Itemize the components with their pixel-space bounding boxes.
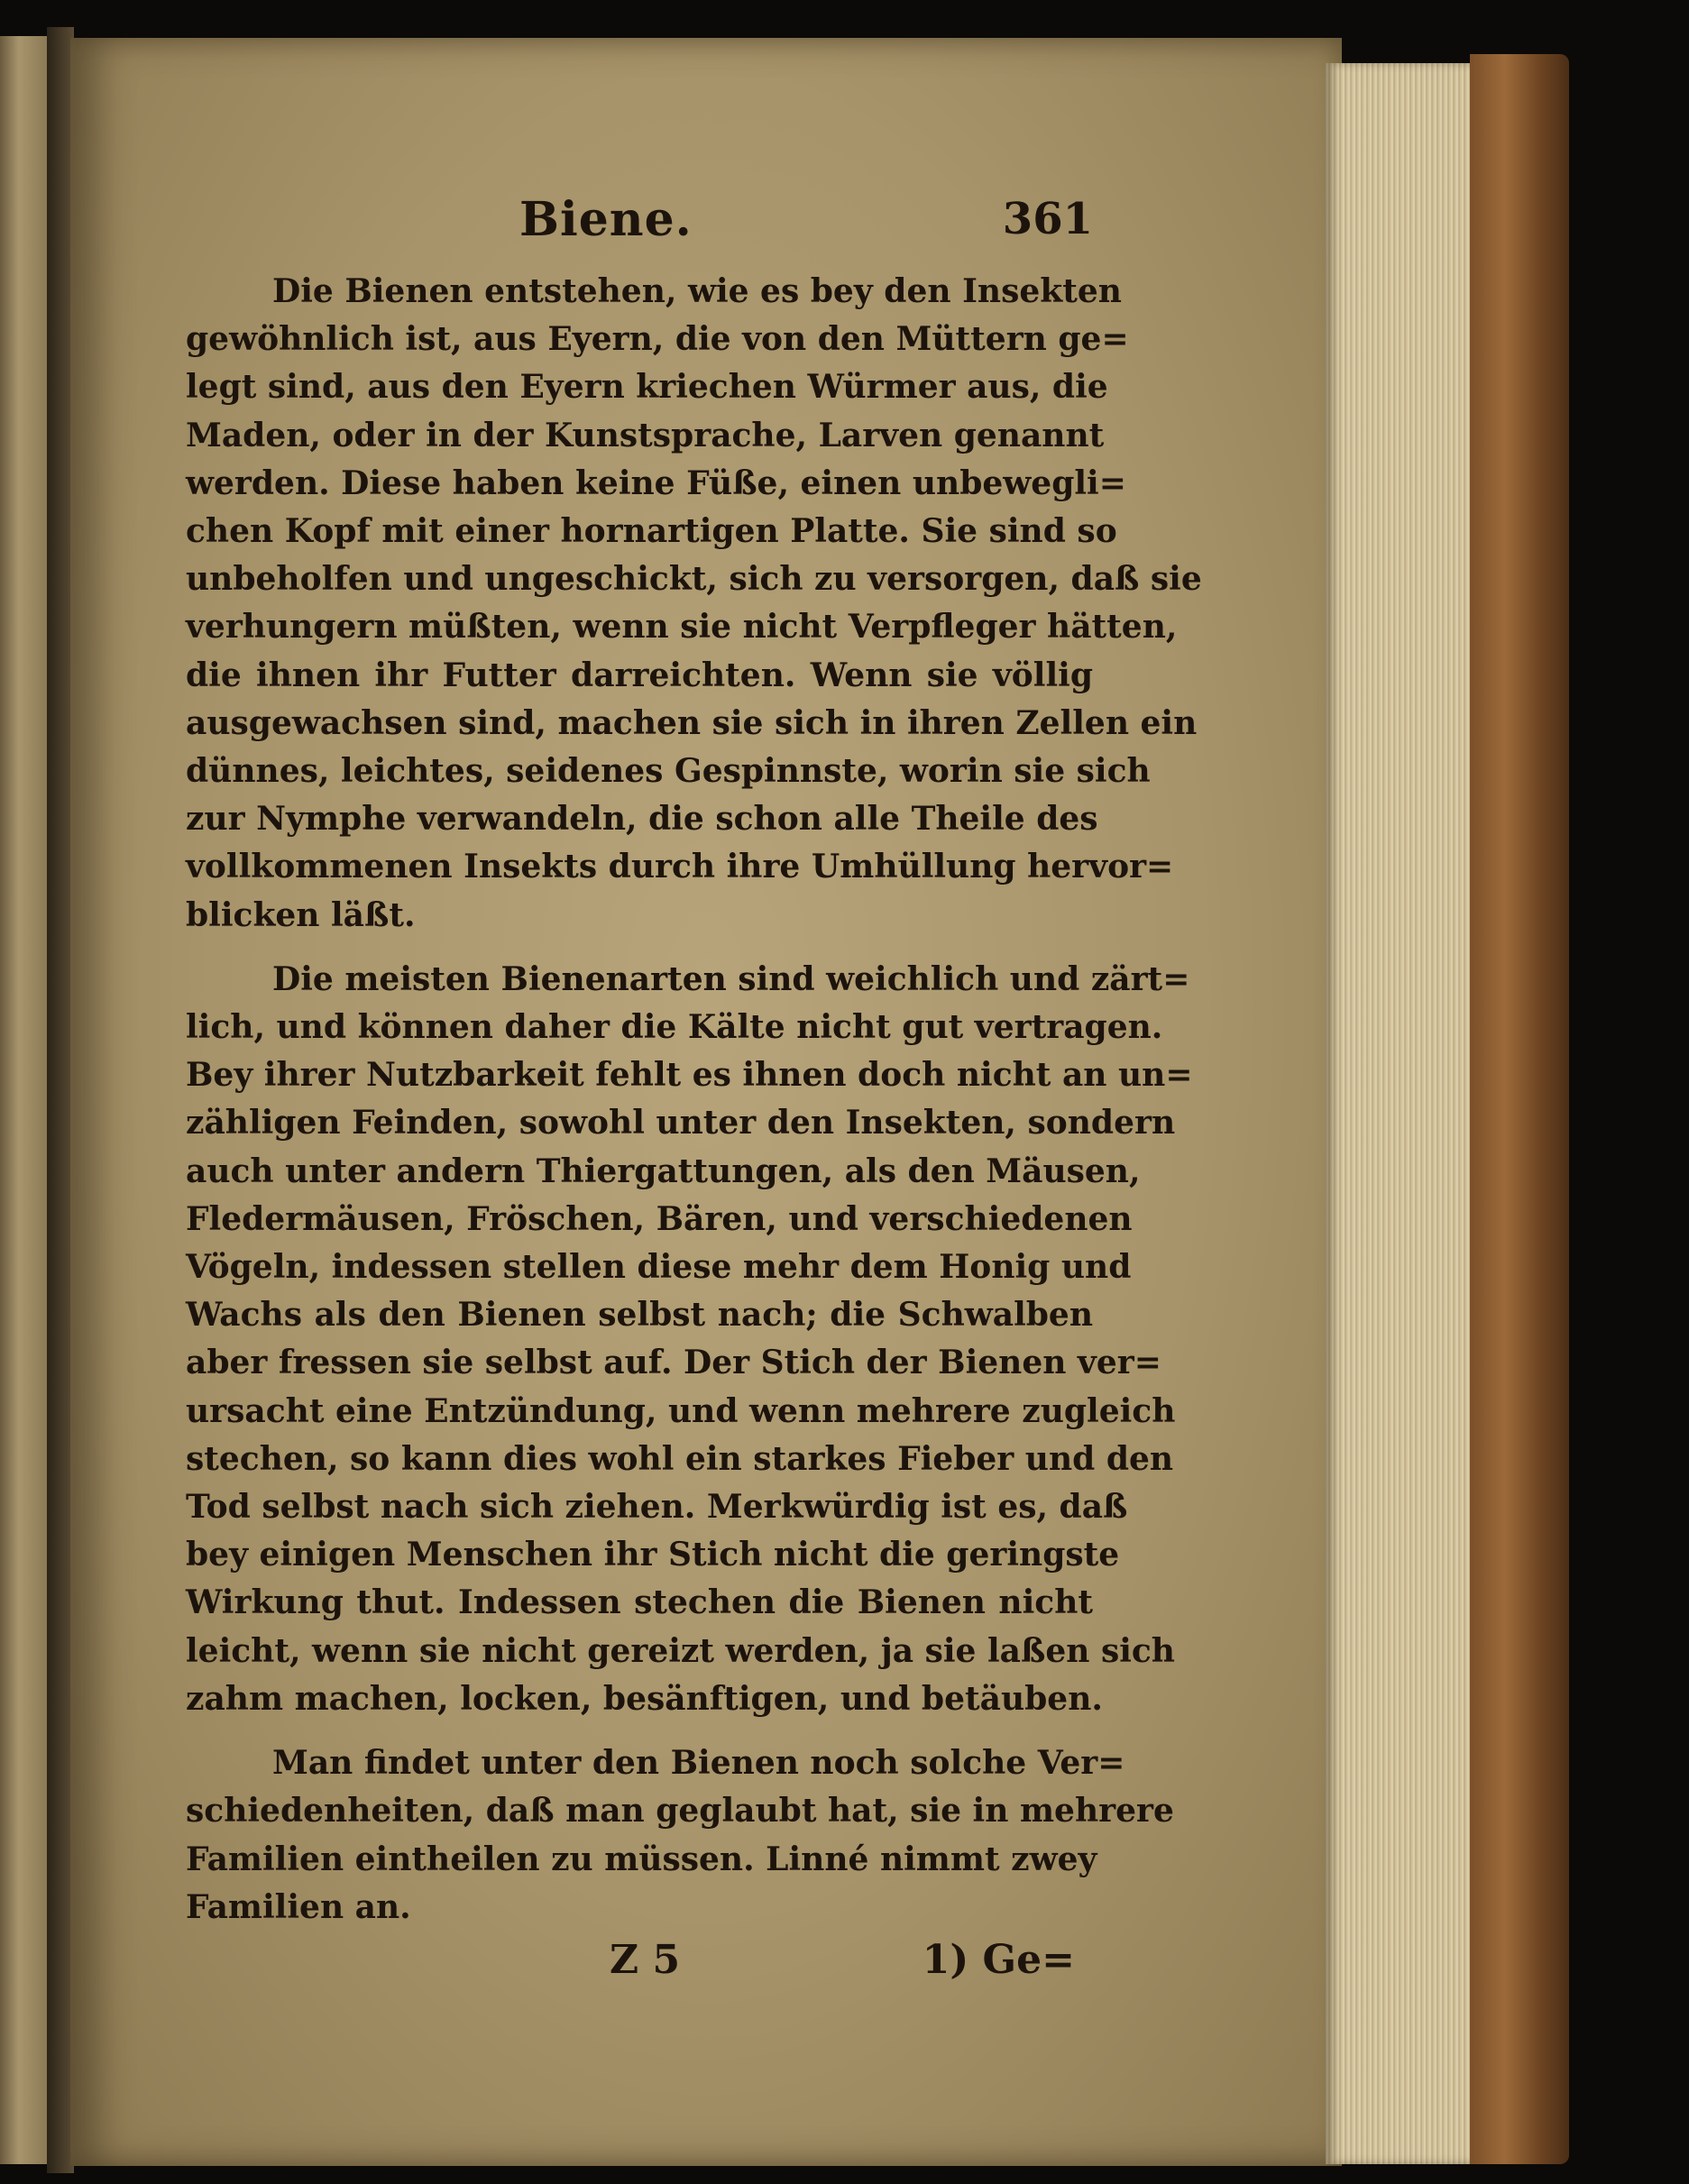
text-line: Man findet unter den Bienen noch solche Ver= (272, 1744, 1125, 1783)
text-line: Maden, oder in der Kunstsprache, Larven genannt (186, 416, 1105, 454)
text-line: Wirkung thut. Indessen stechen die Bienen nicht (186, 1583, 1093, 1622)
text-line: Familien eintheilen zu müssen. Linné nimmt zwey (186, 1840, 1097, 1878)
text-line: dünnes, leichtes, seidenes Gespinnste, worin sie sich (186, 752, 1151, 791)
left-page-edge (0, 36, 50, 2164)
text-line: schiedenheiten, daß man geglaubt hat, sie in mehrere (186, 1792, 1174, 1831)
page-header (186, 185, 1093, 268)
text-line: bey einigen Menschen ihr Stich nicht die geringste (186, 1536, 1120, 1574)
text-line: Bey ihrer Nutzbarkeit fehlt es ihnen doch nicht an un= (186, 1056, 1193, 1095)
text-line: Tod selbst nach sich ziehen. Merkwürdig ist es, daß (186, 1488, 1128, 1527)
text-line: die ihnen ihr Futter darreichten. Wenn sie völlig (186, 656, 1093, 694)
text-line: auch unter andern Thiergattungen, als den Mäusen, (186, 1152, 1141, 1190)
text-line: verhungern müßten, wenn sie nicht Verpfleger hätten, (186, 608, 1178, 647)
text-line: ausgewachsen sind, machen sie sich in ihren Zellen ein (186, 703, 1198, 742)
text-line: Wachs als den Bienen selbst nach; die Schwalben (186, 1296, 1093, 1335)
page-footer (186, 1937, 1093, 1991)
text-line: aber fressen sie selbst auf. Der Stich der Bienen ver= (186, 1344, 1161, 1382)
page-text (186, 185, 1202, 1991)
text-line: blicken läßt. (186, 895, 416, 934)
text-line: ursacht eine Entzündung, und wenn mehrere zugleich (186, 1391, 1176, 1430)
text-line: zahm machen, locken, besänftigen, und betäuben. (186, 1679, 1103, 1718)
text-line: unbeholfen und ungeschickt, sich zu versorgen, daß sie (186, 560, 1202, 599)
paragraph (186, 268, 1202, 940)
paragraph (186, 956, 1193, 1723)
catchword: 1) Ge= (922, 1936, 1075, 1983)
text-line: leicht, wenn sie nicht gereizt werden, ja sie laßen sich (186, 1631, 1175, 1670)
leather-cover (1470, 54, 1569, 2164)
signature-mark: Z 5 (610, 1936, 681, 1983)
text-line: Die Bienen entstehen, wie es bey den Insekten (272, 272, 1122, 310)
page-number: 361 (1002, 194, 1093, 244)
text-line: vollkommenen Insekts durch ihre Umhüllung hervor= (186, 848, 1174, 886)
text-line: gewöhnlich ist, aus Eyern, die von den Müttern ge= (186, 320, 1129, 359)
paragraph (186, 1739, 1174, 1932)
text-line: legt sind, aus den Eyern kriechen Würmer aus, die (186, 368, 1108, 407)
text-line: lich, und können daher die Kälte nicht gut vertragen. (186, 1008, 1163, 1047)
running-head: Biene. (519, 192, 693, 247)
text-line: Vögeln, indessen stellen diese mehr dem Honig und (186, 1248, 1132, 1287)
text-line: Die meisten Bienenarten sind weichlich und zärt= (272, 959, 1190, 998)
text-line: werden. Diese haben keine Füße, einen unbewegli= (186, 463, 1126, 502)
page-edges (1326, 63, 1479, 2164)
text-line: Fledermäusen, Fröschen, Bären, und verschiedenen (186, 1199, 1133, 1238)
text-line: Familien an. (186, 1887, 411, 1926)
text-line: stechen, so kann dies wohl ein starkes Fieber und den (186, 1439, 1174, 1478)
text-line: zur Nymphe verwandeln, die schon alle Theile des (186, 800, 1098, 839)
text-line: chen Kopf mit einer hornartigen Platte. Sie sind so (186, 512, 1117, 551)
text-line: zähligen Feinden, sowohl unter den Insekten, sondern (186, 1104, 1176, 1142)
